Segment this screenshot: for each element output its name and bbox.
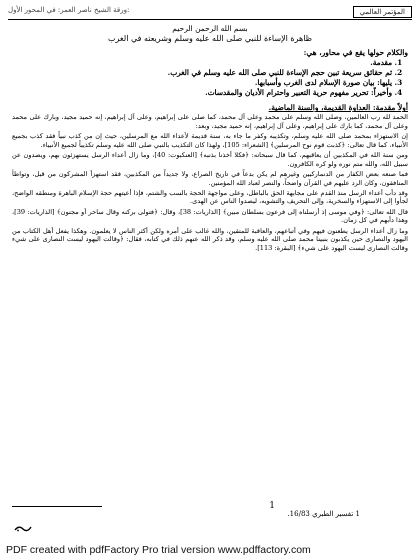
bismillah: بسم الله الرحمن الرحيم	[172, 24, 248, 33]
axis-item: 4. وأخيراً: تحرير مفهوم حرية التعبير واحترام الأديان والمقدسات.	[12, 88, 392, 97]
paper-running-title: ورقة الشيخ ناصر العمر: في المحور الأول:	[8, 6, 130, 14]
footnote-rule	[12, 506, 102, 507]
paragraph: الحمد لله رب العالمين، وصلى الله وسلم على محمد وعلى آل محمد، كما صلى على إبراهيم، وعلى آل إبراهيم، إنه حميد مجيد، وبارك على محمد وعلى آل محمد، كما بارك على إبراهيم، وعلى آل إبراهيم، إنه حميد مجيد، وبعد:	[12, 113, 408, 130]
axis-item: 1. مقدمة.	[12, 58, 392, 67]
paragraph: إن الاستهزاء بمحمد صلى الله عليه وسلم، وتكذيبه وكفر ما جاء به، سنة قديمة لأعداء الله مع المرسلين، حيث إن من كذب نبياً فقد كذب بجميع الأنبياء، كما قال تعالى: ﴿كذبت قوم نوح المرسلين﴾ [الشعراء: 105]، ولهذا كان التكذيب بالنبي صلى الله عليه وسلم تكذيباً لجميع الأنبياء.	[12, 132, 408, 149]
paragraph: ومن سنة الله في المكذبين أن يعاقبهم، كما قال سبحانه: ﴿فكلا أخذنا بذنبه﴾ [العنكبوت: 40]، وما زال أعداء الرسل يستهزئون بهم، ويصدون عن سبيل الله، والله متم نوره ولو كره الكافرون.	[12, 151, 408, 168]
intro-line: والكلام حولها يقع في محاور، هي:	[303, 48, 408, 57]
conference-label: المؤتمر العالمي	[353, 6, 412, 18]
pdf-watermark[interactable]: PDF created with pdfFactory Pro trial version www.pdffactory.com	[6, 544, 311, 556]
section-heading: أولاً مقدمة: العداوة القديمة، والسنة الماضية.	[268, 103, 408, 113]
publisher-logo-icon	[14, 524, 32, 532]
paragraph: قال الله تعالى: ﴿وفي موسى إذ أرسلناه إلى فرعون بسلطان مبين﴾ [الذاريات: 38]، وقال: ﴿فتولى بركنه وقال ساحر أو مجنون﴾ [الذاريات: 39]، وهذا دأبهم في كل زمان.	[12, 207, 408, 225]
paragraph: فما صنعه بعض الكفار من الدنماركيين وغيرهم لم يكن بدعاً في تاريخ الصراع، ولا جديداً من المكذبين، فقد استهزأ المشركون من قبل، وتواطأ المنافقون، وكان الرد عليهم في القرآن واضحاً، والنصر لعباد الله المؤمنين.	[12, 170, 408, 187]
page-header	[8, 6, 412, 20]
axis-item: 2. ثم حقائق سريعة تبين حجم الإساءة للنبي صلى الله عليه وسلم في الغرب.	[12, 68, 392, 77]
page-number: 1	[269, 501, 275, 511]
paragraph: وما زال أعداء الرسل يطعنون فيهم وفي أتباعهم، والعاقبة للمتقين، والله غالب على أمره ولكن أكثر الناس لا يعلمون. وهكذا يفعل أهل الكتاب من اليهود والنصارى حين يكذبون بنبينا محمد صلى الله عليه وسلم، وقد ذكر الله عنهم ذلك في كتابه، فقال: ﴿وقالت اليهود ليست النصارى على شيء وقالت النصارى ليست اليهود على شيء﴾ [البقرة: 113].	[12, 226, 408, 252]
paragraph: وقد دأب أعداء الرسل منذ القدم على مجابهة الحق بالباطل، وعلى مواجهة الحجة بالسب والشتم، فإذا أعيتهم حجة الإسلام الباهرة ومنطقه الواضح، لجأوا إلى الاستهزاء والسخرية، وإلى التحريف والتشويه، ليصدوا الناس عن الهدى.	[12, 188, 408, 206]
document-title: ظاهرة الإساءة للنبي صلى الله عليه وسلم وشريعته في الغرب	[107, 34, 313, 43]
axis-item: 3. يليها: بيان صورة الإسلام لدى الغرب وأسبابها.	[12, 78, 392, 87]
footnote: 1 تفسير الطبري 16/83.	[287, 510, 360, 518]
axes-list	[12, 58, 408, 97]
document-body	[12, 22, 408, 254]
header-rule	[8, 19, 412, 20]
